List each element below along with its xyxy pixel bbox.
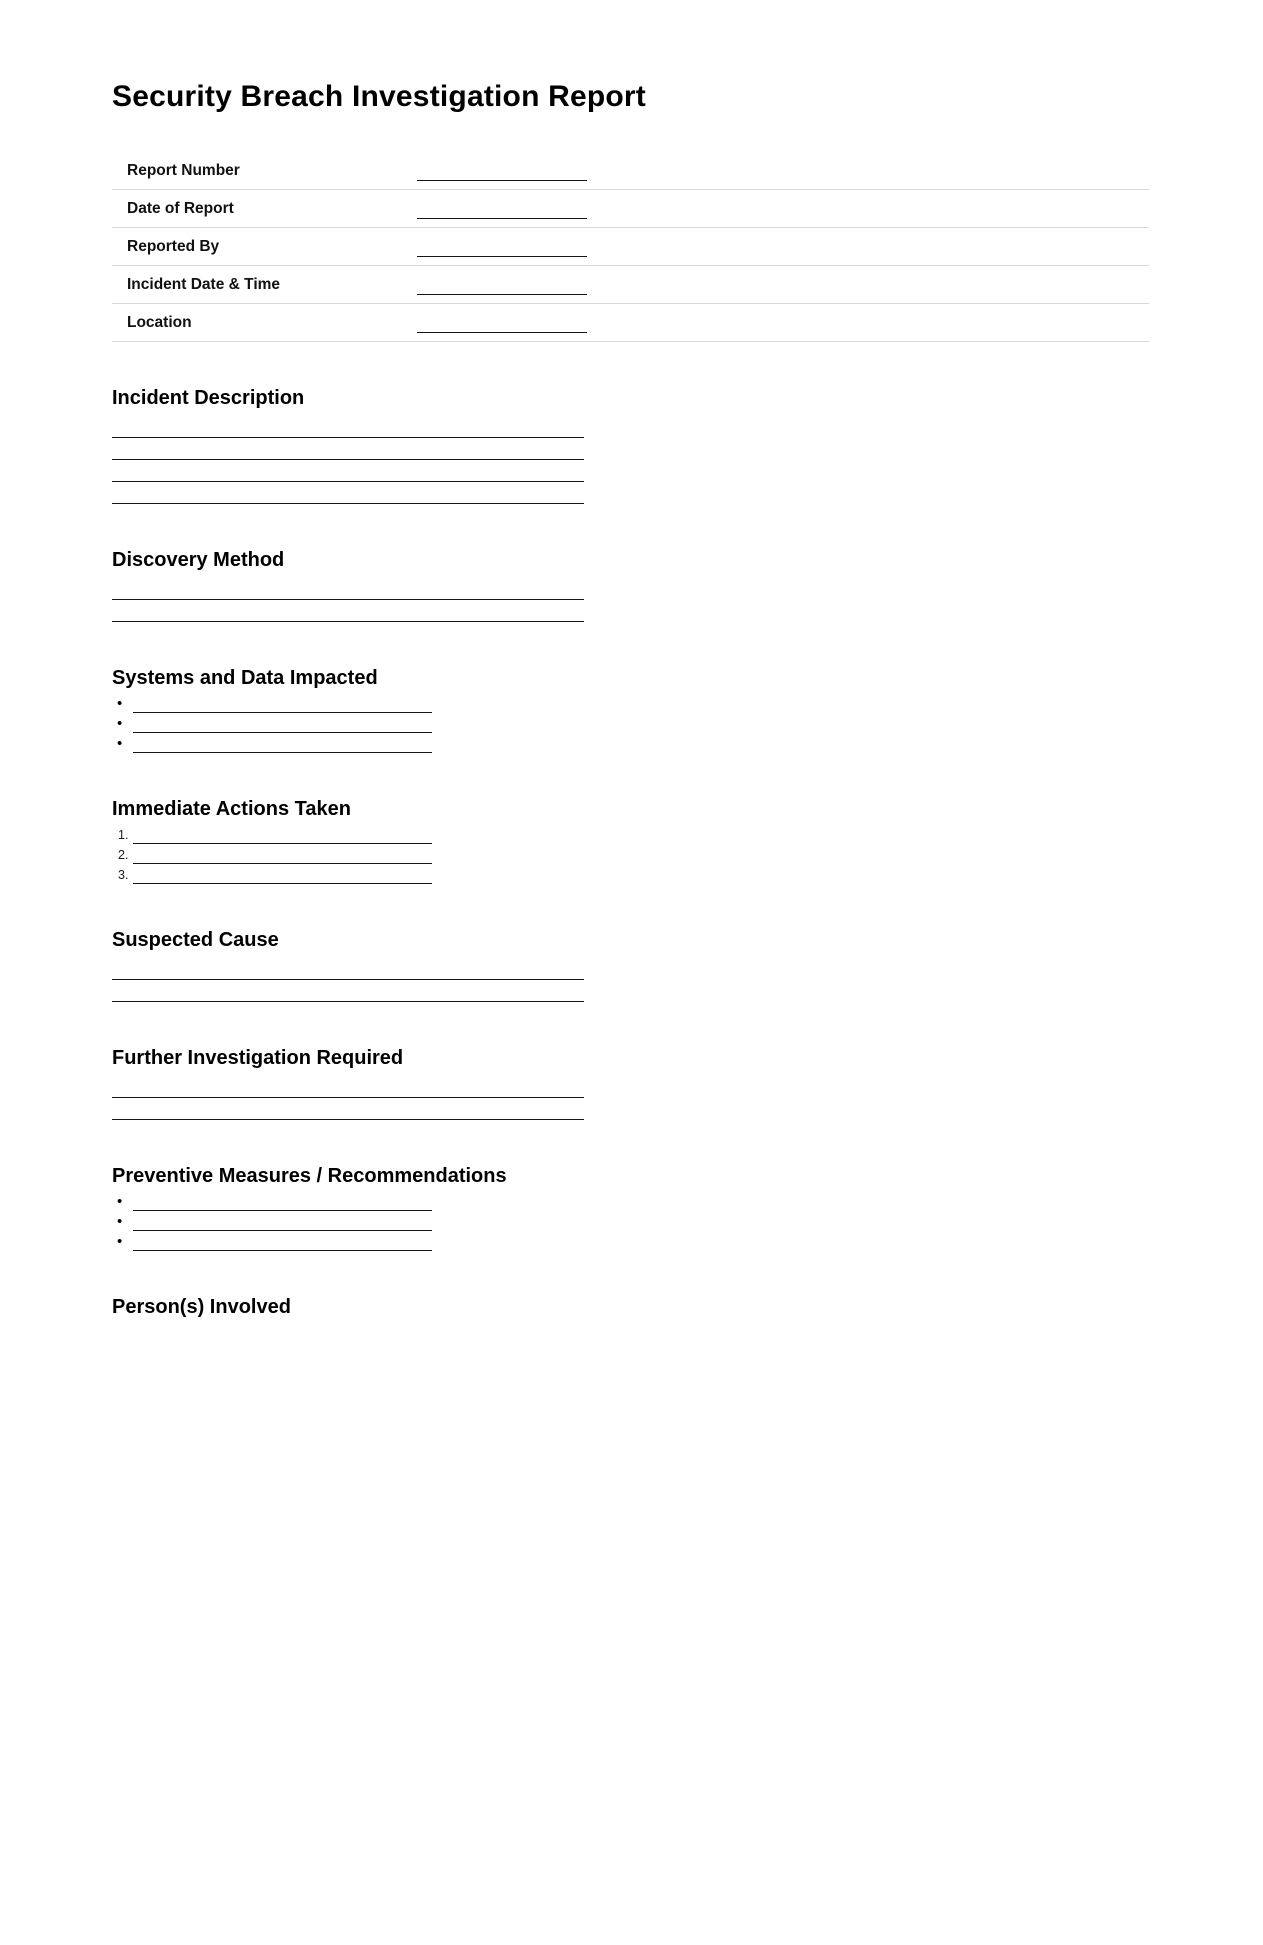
section-systems-and-data-impacted [112,665,1149,753]
blank-fill-line [417,156,587,181]
bullet-item [112,713,1149,733]
blank-fill-line [133,1211,432,1231]
meta-label: Date of Report [127,199,234,217]
section-heading: Person(s) Involved [112,1296,291,1318]
blank-fill-line [133,733,432,753]
blank-fill-line [112,1076,584,1098]
meta-row-report-number [112,152,1149,190]
blank-fill-line [133,693,432,713]
report-meta-table [112,152,1149,342]
section-heading: Incident Description [112,387,305,409]
item-number: 1. [118,828,129,842]
section-heading: Immediate Actions Taken [112,798,351,820]
blank-fill-line [112,416,584,438]
section-incident-description [112,385,1149,504]
section-heading: Discovery Method [112,549,285,571]
blank-fill-line [112,482,584,504]
blank-fill-line [417,308,587,333]
blank-fill-line [133,844,432,864]
bullet-list [112,693,1149,753]
section-heading: Preventive Measures / Recommendations [112,1165,507,1187]
blank-fill-line [112,958,584,980]
blank-fill-line [133,1191,432,1211]
blank-fill-line [417,270,587,295]
blank-fill-line [417,194,587,219]
item-number: 3. [118,868,129,882]
blank-fill-line [112,980,584,1002]
numbered-item [112,864,1149,884]
section-heading: Systems and Data Impacted [112,667,378,689]
blank-fill-line [133,1231,432,1251]
meta-label: Location [127,313,192,331]
bullet-item [112,1211,1149,1231]
page-title: Security Breach Investigation Report [112,80,647,113]
bullet-icon: • [117,1192,123,1210]
section-heading: Suspected Cause [112,929,279,951]
bullet-icon: • [117,1212,123,1230]
blank-fill-line [133,824,432,844]
numbered-list [112,824,1149,884]
section-preventive-measures-recommendations [112,1163,1149,1251]
blank-fill-line [112,438,584,460]
blank-lines-block [112,578,1149,622]
bullet-item [112,1191,1149,1211]
section-discovery-method [112,547,1149,622]
section-suspected-cause [112,927,1149,1002]
section-immediate-actions-taken [112,796,1149,884]
blank-lines-block [112,958,1149,1002]
meta-label: Incident Date & Time [127,275,281,293]
section-further-investigation-required [112,1045,1149,1120]
blank-fill-line [133,713,432,733]
meta-label: Report Number [127,161,240,179]
blank-fill-line [112,1098,584,1120]
blank-fill-line [133,864,432,884]
numbered-item [112,844,1149,864]
bullet-list [112,1191,1149,1251]
bullet-icon: • [117,734,123,752]
blank-fill-line [112,600,584,622]
item-number: 2. [118,848,129,862]
bullet-item [112,733,1149,753]
blank-fill-line [112,460,584,482]
meta-row-location [112,304,1149,342]
bullet-item [112,1231,1149,1251]
section-person-s-involved [112,1294,1149,1320]
meta-row-reported-by [112,228,1149,266]
report-sections [112,385,1263,1320]
blank-lines-block [112,416,1149,504]
meta-label: Reported By [127,237,220,255]
section-heading: Further Investigation Required [112,1047,404,1069]
blank-lines-block [112,1076,1149,1120]
blank-fill-line [417,232,587,257]
bullet-item [112,693,1149,713]
blank-fill-line [112,578,584,600]
bullet-icon: • [117,714,123,732]
meta-row-date-of-report [112,190,1149,228]
bullet-icon: • [117,694,123,712]
numbered-item [112,824,1149,844]
bullet-icon: • [117,1232,123,1250]
meta-row-incident-date-time [112,266,1149,304]
